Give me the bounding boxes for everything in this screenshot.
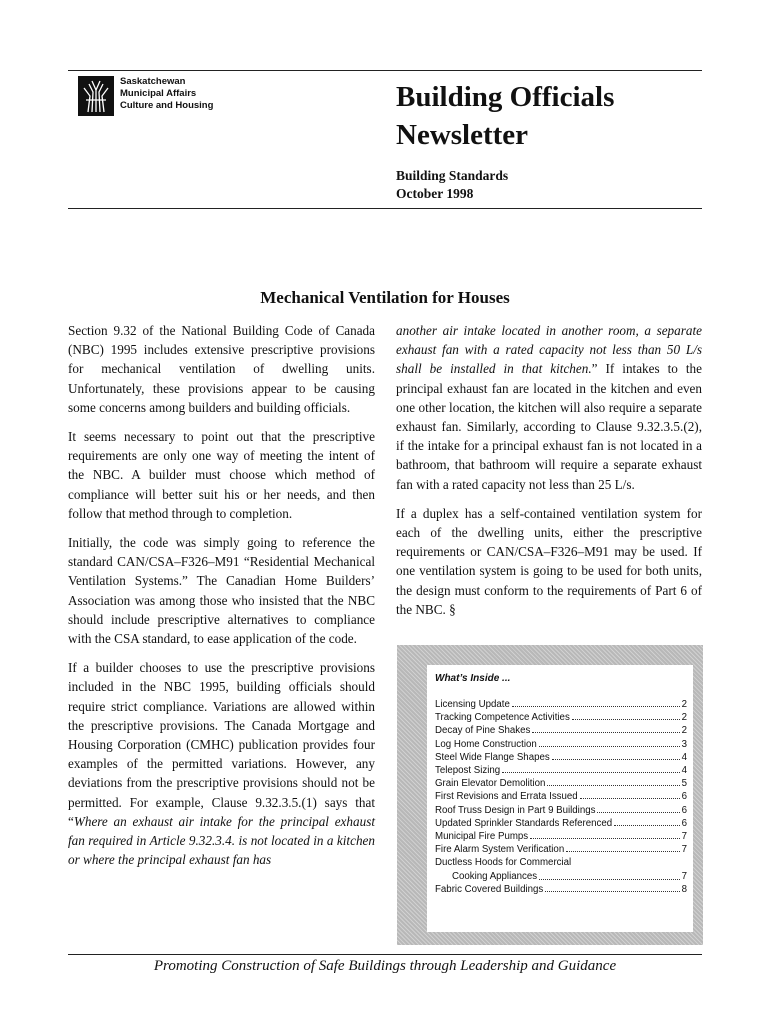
header-bottom-rule: [68, 208, 702, 209]
toc-item: [435, 738, 687, 751]
paragraph: Initially, the code was simply going to reference the standard CAN/CSA–F326–M91 “Residential Mechanical Ventilation Systems.” The Canadian Home Builders’ Association was among those who insisted that the NBC should include prescriptive alternatives to compliance with the CSA standard, to ease application of the code.: [68, 535, 375, 647]
article-title: [0, 288, 770, 308]
toc-item: [435, 751, 687, 764]
paragraph-text: ” If intakes to the principal exhaust fan are located in the kitchen and even one other location, the kitchen will also require a separate exhaust fan. Similarly, according to Clause 9.32.3.5.(2), if the intake for a principal exhaust fan is not located in a bathroom, that bathroom will require a separate exhaust fan with a rated capacity not less than 25 L/s.: [396, 361, 703, 492]
toc-leader: [530, 838, 679, 839]
toc-page: 6: [681, 817, 687, 829]
toc-leader: [539, 870, 680, 880]
whats-inside-panel: [397, 645, 703, 945]
toc-continuation: [435, 870, 687, 883]
toc-leader: [532, 732, 679, 733]
paragraph: If a duplex has a self-contained ventilation system for each of the dwelling units, either the prescriptive requirements or CAN/CSA–F326–M91 may be used. If one ventilation system is going to be used for both units, the design must conform to the requirements of Part 6 of the NBC. §: [396, 505, 702, 617]
toc-label: Updated Sprinkler Standards Referenced: [435, 817, 613, 829]
toc-leader: [572, 719, 680, 720]
toc-item: [435, 790, 687, 803]
whats-inside-heading: What’s Inside ...: [435, 673, 511, 684]
org-line: Saskatchewan: [120, 76, 186, 87]
toc-label: Cooking Appliances: [452, 870, 538, 882]
toc-item: [435, 724, 687, 737]
toc-item: [435, 764, 687, 777]
toc-page: 3: [681, 738, 687, 750]
wheat-sheaf-icon: [78, 76, 114, 116]
quoted-clause: another air intake located in another room, a separate exhaust fan with a rated capacity not less than 50 L/s shall be installed in that kitchen.: [396, 323, 702, 377]
org-line: Culture and Housing: [120, 100, 214, 111]
paragraph-text: If a builder chooses to use the prescriptive provisions included in the NBC 1995, building officials should require strict compliance. Variations are allowed within the prescriptive provisions. The Canada Mortgage and Housing Corporation (CMHC) publication provides four examples of the permitted variations. However, any deviations from the prescriptive provisions should not be permitted. For example, Clause 9.32.3.5.(1) says that “: [68, 660, 375, 829]
toc-page: 4: [681, 765, 687, 777]
toc-leader: [614, 825, 679, 826]
toc-item: [435, 777, 687, 790]
toc-page: 2: [681, 712, 687, 724]
toc-label: Municipal Fire Pumps: [435, 831, 529, 843]
footer-tagline: Promoting Construction of Safe Buildings through Leadership and Guidance: [153, 958, 617, 974]
toc-item: [435, 817, 687, 830]
paragraph: [396, 321, 702, 494]
toc-page: 7: [681, 831, 687, 843]
toc-leader: [512, 706, 680, 707]
quoted-clause: Where an exhaust air intake for the principal exhaust fan required in Article 9.32.3.4. is not located in a kitchen or where the principal exhaust fan has: [68, 813, 375, 868]
toc-leader: [566, 851, 679, 852]
issue-date: October 1998: [396, 186, 474, 201]
toc-item: [435, 804, 687, 817]
paragraph: [68, 658, 375, 869]
toc-label: Fire Alarm System Verification: [435, 844, 565, 856]
toc-item: [435, 856, 687, 882]
toc-item: [435, 711, 687, 724]
toc-item: [435, 883, 687, 896]
toc-page: 7: [681, 844, 687, 856]
toc-label: Ductless Hoods for Commercial: [435, 857, 572, 869]
toc-leader: [547, 785, 679, 786]
toc-label: Licensing Update: [435, 699, 510, 710]
toc-page: 4: [681, 751, 687, 763]
article-right-column: [396, 321, 702, 629]
toc-page: 5: [681, 778, 687, 790]
toc-label: Fabric Covered Buildings: [435, 883, 544, 895]
toc-page: 2: [681, 725, 687, 737]
newsletter-title: [396, 78, 614, 154]
toc-page: 6: [681, 804, 687, 816]
toc-label: Log Home Construction: [435, 738, 537, 750]
paragraph: It seems necessary to point out that the prescriptive requirements are only one way of meeting the intent of the NBC. A builder must choose which method of compliance will better suit his or her needs, and then follow that method through to completion.: [68, 429, 375, 521]
newsletter-subtitle: [396, 167, 508, 203]
article-title-text: Mechanical Ventilation for Houses: [260, 288, 510, 307]
toc-leader: [502, 772, 679, 773]
toc-page: 8: [681, 883, 687, 895]
header-top-rule: [68, 70, 702, 71]
org-line: Municipal Affairs: [120, 88, 197, 99]
toc-leader: [597, 812, 679, 813]
title-line: Building Officials: [396, 81, 615, 113]
toc-leader: [580, 798, 680, 799]
toc-page: 2: [681, 699, 687, 710]
toc-label: Steel Wide Flange Shapes: [435, 751, 550, 763]
toc-leader: [545, 891, 679, 892]
table-of-contents: [435, 698, 687, 896]
organization-name: [120, 76, 213, 112]
toc-leader: [552, 759, 680, 760]
title-line: Newsletter: [396, 119, 529, 151]
subtitle-line: Building Standards: [396, 168, 509, 183]
toc-label: Grain Elevator Demolition: [435, 778, 546, 790]
toc-item: [435, 843, 687, 856]
toc-page: 7: [681, 870, 687, 882]
article-left-column: [68, 321, 375, 879]
toc-label: Decay of Pine Shakes: [435, 725, 531, 737]
toc-label: Roof Truss Design in Part 9 Buildings: [435, 804, 596, 816]
toc-label: Tracking Competence Activities: [435, 712, 570, 724]
whats-inside-box: [427, 665, 693, 932]
toc-leader: [539, 746, 680, 747]
toc-item: [435, 698, 687, 711]
toc-label: First Revisions and Errata Issued: [435, 791, 578, 803]
toc-label: Telepost Sizing: [435, 765, 501, 777]
toc-page: 6: [681, 791, 687, 803]
footer-rule: [68, 954, 702, 955]
paragraph: Section 9.32 of the National Building Code of Canada (NBC) 1995 includes extensive prescriptive provisions for mechanical ventilation of dwelling units. Unfortunately, these provisions appear to be causing some concerns among builders and building officials.: [68, 323, 375, 415]
toc-item: [435, 830, 687, 843]
